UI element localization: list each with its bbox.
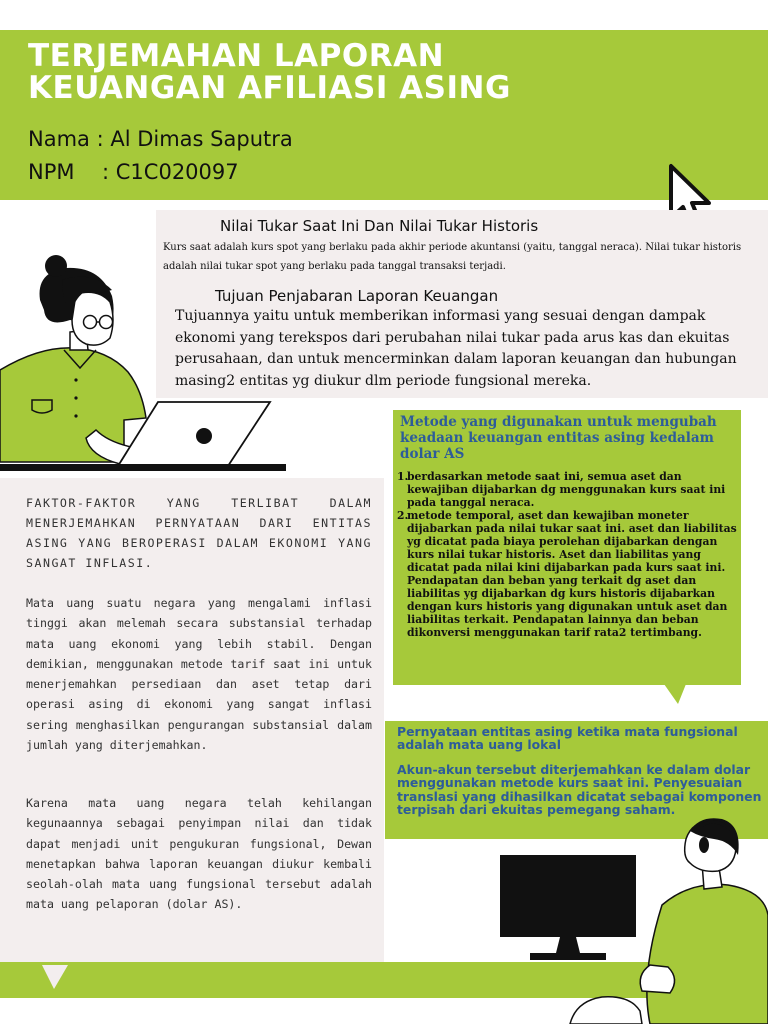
name-label: Nama bbox=[28, 127, 90, 151]
woman-laptop-illustration bbox=[0, 250, 290, 475]
metode-item-1-text: berdasarkan metode saat ini, semua aset dan kewajiban dijabarkan dg menggunakan kurs saat ini pada tanggal neraca. bbox=[407, 470, 726, 509]
nilai-tukar-text: Kurs saat adalah kurs spot yang berlaku pada akhir periode akuntansi (yaitu, tanggal neraca). Nilai tukar historis adalah nilai tukar spot yang berlaku pada tanggal transaksi terjadi. bbox=[163, 242, 742, 272]
npm-row: NPM : C1C020097 bbox=[28, 160, 239, 184]
list-number: 1. bbox=[397, 470, 409, 483]
nilai-tukar-heading: Nilai Tukar Saat Ini Dan Nilai Tukar Historis bbox=[220, 217, 539, 235]
tujuan-text: Tujuannya yaitu untuk memberikan informasi yang sesuai dengan dampak ekonomi yang terekspos dari perubahan nilai tukar pada arus kas dan ekuitas perusahaan, dan untuk mencerminkan dalam laporan keuangan dan hubungan masing2 entitas yg diukur dlm periode fungsional mereka. bbox=[175, 308, 737, 389]
title-line-1: TERJEMAHAN LAPORAN bbox=[28, 38, 445, 74]
npm-label: NPM bbox=[28, 160, 75, 184]
author-name-row: Nama : Al Dimas Saputra bbox=[28, 127, 293, 151]
speech-tail-icon bbox=[664, 684, 686, 706]
speech-tail-icon bbox=[42, 965, 68, 991]
page-title bbox=[28, 40, 628, 104]
metode-item-1 bbox=[397, 470, 739, 509]
name-value: Al Dimas Saputra bbox=[110, 127, 293, 151]
tujuan-heading: Tujuan Penjabaran Laporan Keuangan bbox=[215, 287, 499, 305]
metode-list bbox=[397, 470, 739, 639]
metode-item-2 bbox=[397, 509, 739, 639]
npm-value: C1C020097 bbox=[115, 160, 239, 184]
title-line-2: KEUANGAN AFILIASI ASING bbox=[28, 70, 511, 106]
pernyataan-heading: Pernyataan entitas asing ketika mata fungsional adalah mata uang lokal bbox=[397, 724, 738, 752]
metode-item-2-text: metode temporal, aset dan kewajiban moneter dijabarkan pada nilai tukar saat ini. aset dan liabilitas yg dicatat pada biaya perolehan dijabarkan dengan kurs nilai tukar historis. Aset dan liabilitas yang dicatat pada nilai kini dijabarkan pada kurs saat ini. Pendapatan dan beban yang terkait dg aset dan liabilitas yg dijabarkan dg kurs historis dijabarkan dengan kurs historis yang digunakan untuk aset dan liabilitas terkait. Pendapatan lainnya dan beban dikonversi menggunakan tarif rata2 tertimbang. bbox=[407, 509, 737, 639]
pernyataan-text: Akun-akun tersebut diterjemahkan ke dalam dolar menggunakan metode kurs saat ini. Penyesuaian translasi yang dihasilkan dicatat sebagai komponen terpisah dari ekuitas pemegang saham. bbox=[397, 762, 762, 818]
metode-heading: Metode yang digunakan untuk mengubah keadaan keuangan entitas asing kedalam dolar AS bbox=[400, 414, 717, 462]
faktor-paragraph-2: Karena mata uang negara telah kehilangan kegunaannya sebagai penyimpan nilai dan tidak dapat menjadi unit pengukuran fungsional, Dewan menetapkan bahwa laporan keuangan diukur kembali seolah-olah mata uang fungsional tersebut adalah mata uang pelaporan (dolar AS). bbox=[26, 796, 372, 912]
list-number: 2. bbox=[397, 509, 409, 522]
man-monitor-illustration bbox=[490, 815, 768, 1024]
faktor-heading: FAKTOR-FAKTOR YANG TERLIBAT DALAM MENERJEMAHKAN PERNYATAAN DARI ENTITAS ASING YANG BEROPERASI DALAM EKONOMI YANG SANGAT INFLASI. bbox=[26, 496, 372, 570]
faktor-paragraph-1: Mata uang suatu negara yang mengalami inflasi tinggi akan melemah secara substansial terhadap mata uang ekonomi yang lebih stabil. Dengan demikian, menggunakan metode tarif saat ini untuk menerjemahkan persediaan dan aset tetap dari operasi asing di ekonomi yang sangat inflasi sering menghasilkan pengurangan substansial dalam jumlah yang diterjemahkan. bbox=[26, 596, 372, 753]
